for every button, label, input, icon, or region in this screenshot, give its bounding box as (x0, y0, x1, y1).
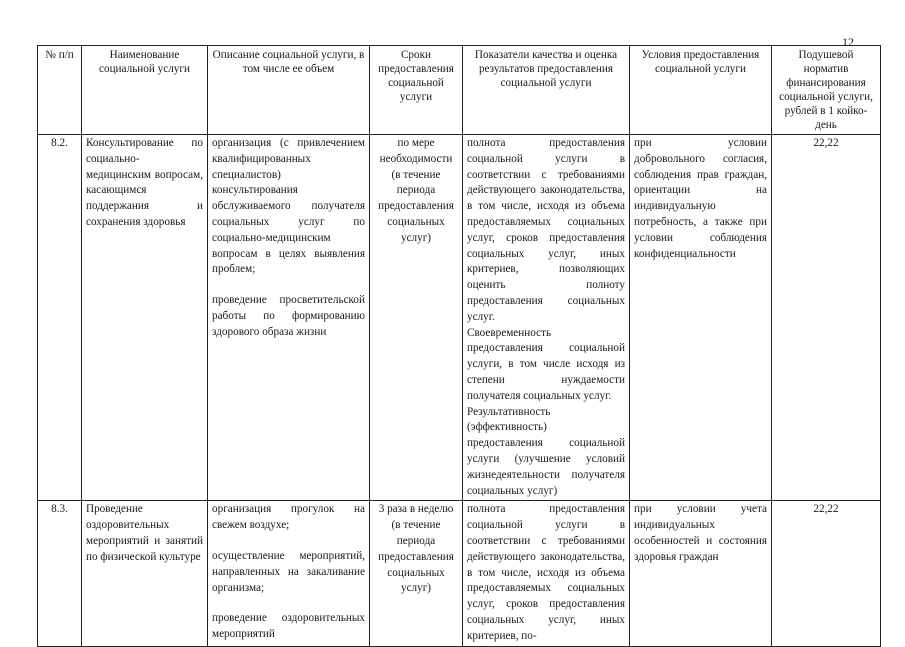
header-num: № п/п (38, 46, 82, 135)
table-row (38, 135, 881, 501)
quality-paragraph: полнота предоставления социальной услуги в соответствии с требованиями действующего законодательства, в том числе, исходя из объема предоставляемых социальных услуг, сроков предоставления социальных услуг, иных критериев, позволяющих оценить полноту предоставления социальных услуг. (467, 137, 625, 323)
row-num: 8.2. (38, 135, 82, 501)
header-name: Наименование социальной услуги (82, 46, 208, 135)
quality-paragraph: полнота предоставления социальной услуги в соответствии с требованиями действующего законодательства, в том числе, исходя из объема предоставляемых социальных услуг, сроков предоставления социальных услуг, иных критериев, по- (467, 503, 625, 642)
quality-paragraph: Своевременность предоставления социальной услуги, в том числе исходя из степени нуждаемости получателя социальных услуг. (467, 326, 625, 402)
row-terms: 3 раза в неделю (в течение периода предоставления социальных услуг) (370, 501, 463, 646)
description-paragraph: осуществление мероприятий, направленных на закаливание организма; (212, 549, 365, 594)
row-conditions: при условии учета индивидуальных особенностей и состояния здоровья граждан (630, 501, 772, 646)
services-table (37, 45, 881, 647)
header-description: Описание социальной услуги, в том числе ее объем (208, 46, 370, 135)
page-number: 12 (842, 35, 854, 49)
header-quality: Показатели качества и оценка результатов предоставления социальной услуги (463, 46, 630, 135)
header-terms: Сроки предоставления социальной услуги (370, 46, 463, 135)
row-description (208, 501, 370, 646)
row-quality (463, 135, 630, 501)
row-conditions: при условии добровольного согласия, соблюдения прав граждан, ориентации на индивидуальную потребность, а также при условии соблюдения конфиденциальности (630, 135, 772, 501)
table-row (38, 501, 881, 646)
row-norm: 22,22 (772, 135, 881, 501)
row-name: Консультирование по социально-медицинским вопросам, касающимся поддержания и сохранения здоровья (82, 135, 208, 501)
description-paragraph: организация (с привлечением квалифицированных специалистов) консультирования обслуживаемого получателя социальных услуг по социально-медицинским вопросам в целях выявления проблем; (212, 137, 365, 276)
table-header-row (38, 46, 881, 135)
header-norm: Подушевой норматив финансирования социальной услуги, рублей в 1 койко-день (772, 46, 881, 135)
quality-paragraph: Результативность (эффективность) предоставления социальной услуги (улучшение условий жизнедеятельности получателя социальных услуг) (467, 405, 625, 497)
row-norm: 22,22 (772, 501, 881, 646)
description-paragraph: проведение оздоровительных мероприятий (212, 612, 365, 641)
row-num: 8.3. (38, 501, 82, 646)
row-name: Проведение оздоровительных мероприятий и занятий по физической культуре (82, 501, 208, 646)
row-description (208, 135, 370, 501)
header-conditions: Условия предоставления социальной услуги (630, 46, 772, 135)
description-paragraph: организация прогулок на свежем воздухе; (212, 503, 365, 532)
row-terms: по мере необходимости (в течение периода предоставления социальных услуг) (370, 135, 463, 501)
description-paragraph: проведение просветительской работы по формированию здорового образа жизни (212, 294, 365, 338)
row-quality (463, 501, 630, 646)
